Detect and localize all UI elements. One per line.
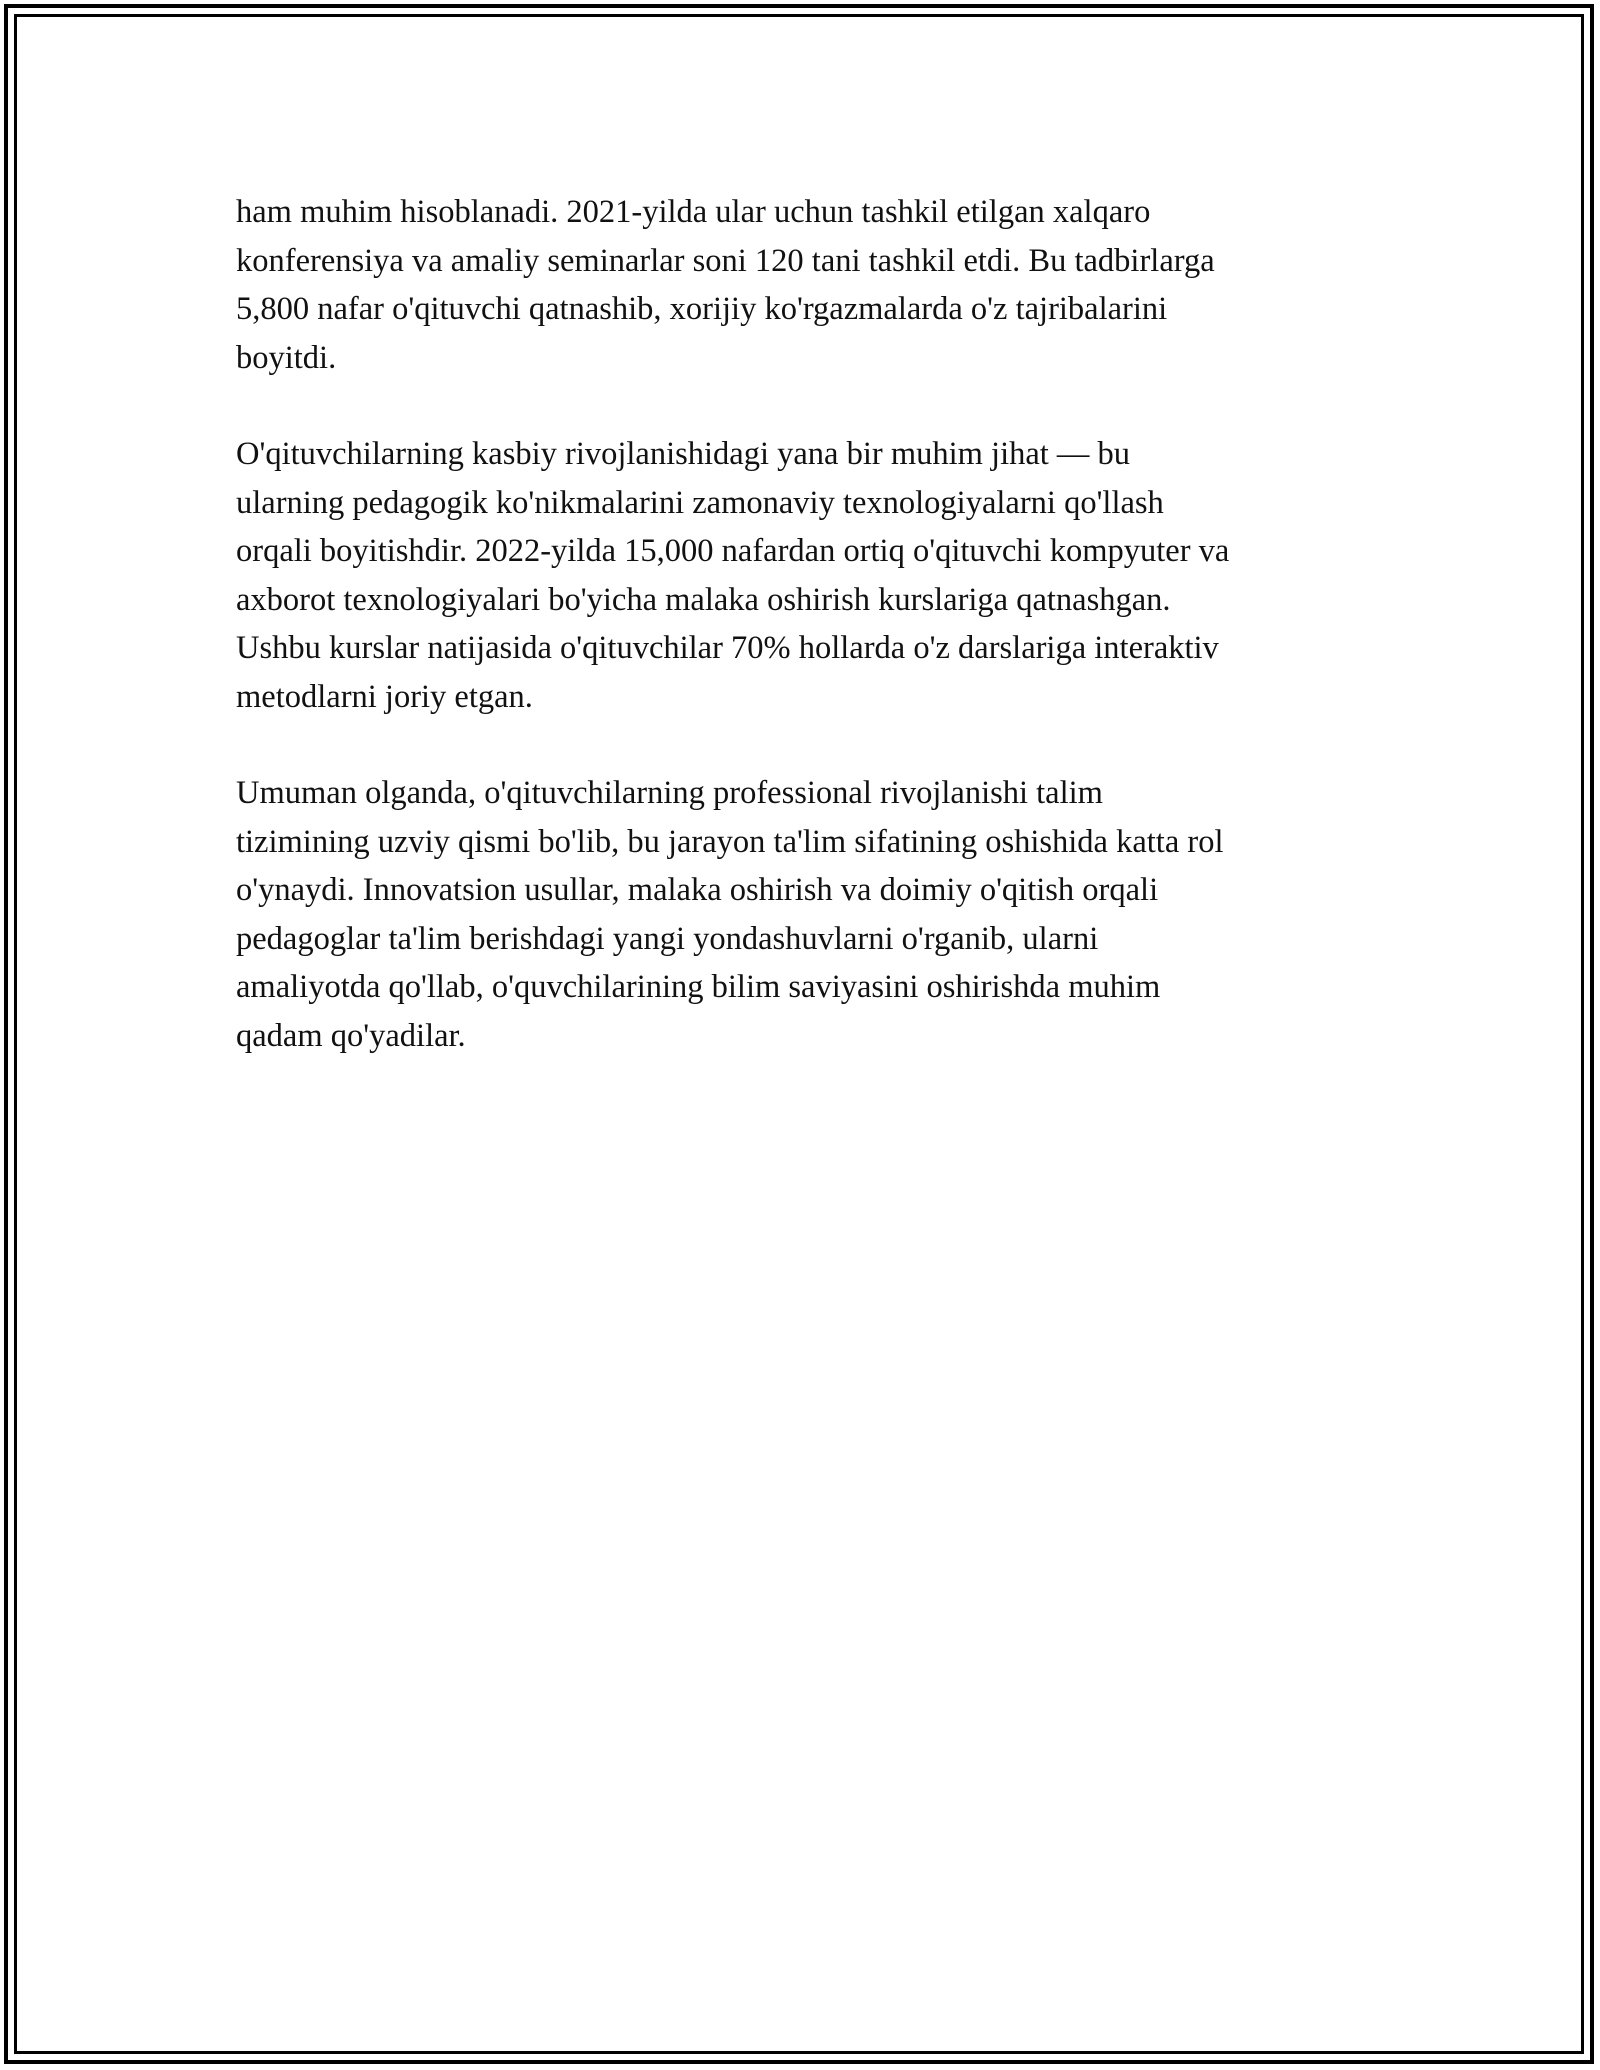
paragraph-2: O'qituvchilarning kasbiy rivojlanishidagi yana bir muhim jihat — bu ularning pedagogik ko'nikmalarini zamonaviy texnologiyalarni qo'llash orqali boyitishdir. 2022-yilda 15,000 nafardan ortiq o'qituvchi kompyuter va axborot texnologiyalari bo'yicha malaka oshirish kurslariga qatnashgan. Ushbu kurslar natijasida o'qituvchilar 70% hollarda o'z darslariga interaktiv metodlarni joriy etgan. <box>236 436 1230 715</box>
paragraph-1: ham muhim hisoblanadi. 2021-yilda ular uchun tashkil etilgan xalqaro konferensiya va amaliy seminarlar soni 120 tani tashkil etdi. Bu tadbirlarga 5,800 nafar o'qituvchi qatnashib, xorijiy ko'rgazmalarda o'z tajribalarini boyitdi. <box>236 194 1215 376</box>
document-body <box>236 188 1366 1108</box>
paragraph-3: Umuman olganda, o'qituvchilarning professional rivojlanishi talim tizimining uzviy qismi bo'lib, bu jarayon ta'lim sifatining oshishida katta rol o'ynaydi. Innovatsion usullar, malaka oshirish va doimiy o'qitish orqali pedagoglar ta'lim berishdagi yangi yondashuvlarni o'rganib, ularni amaliyotda qo'llab, o'quvchilarining bilim saviyasini oshirishda muhim qadam qo'yadilar. <box>236 775 1224 1054</box>
